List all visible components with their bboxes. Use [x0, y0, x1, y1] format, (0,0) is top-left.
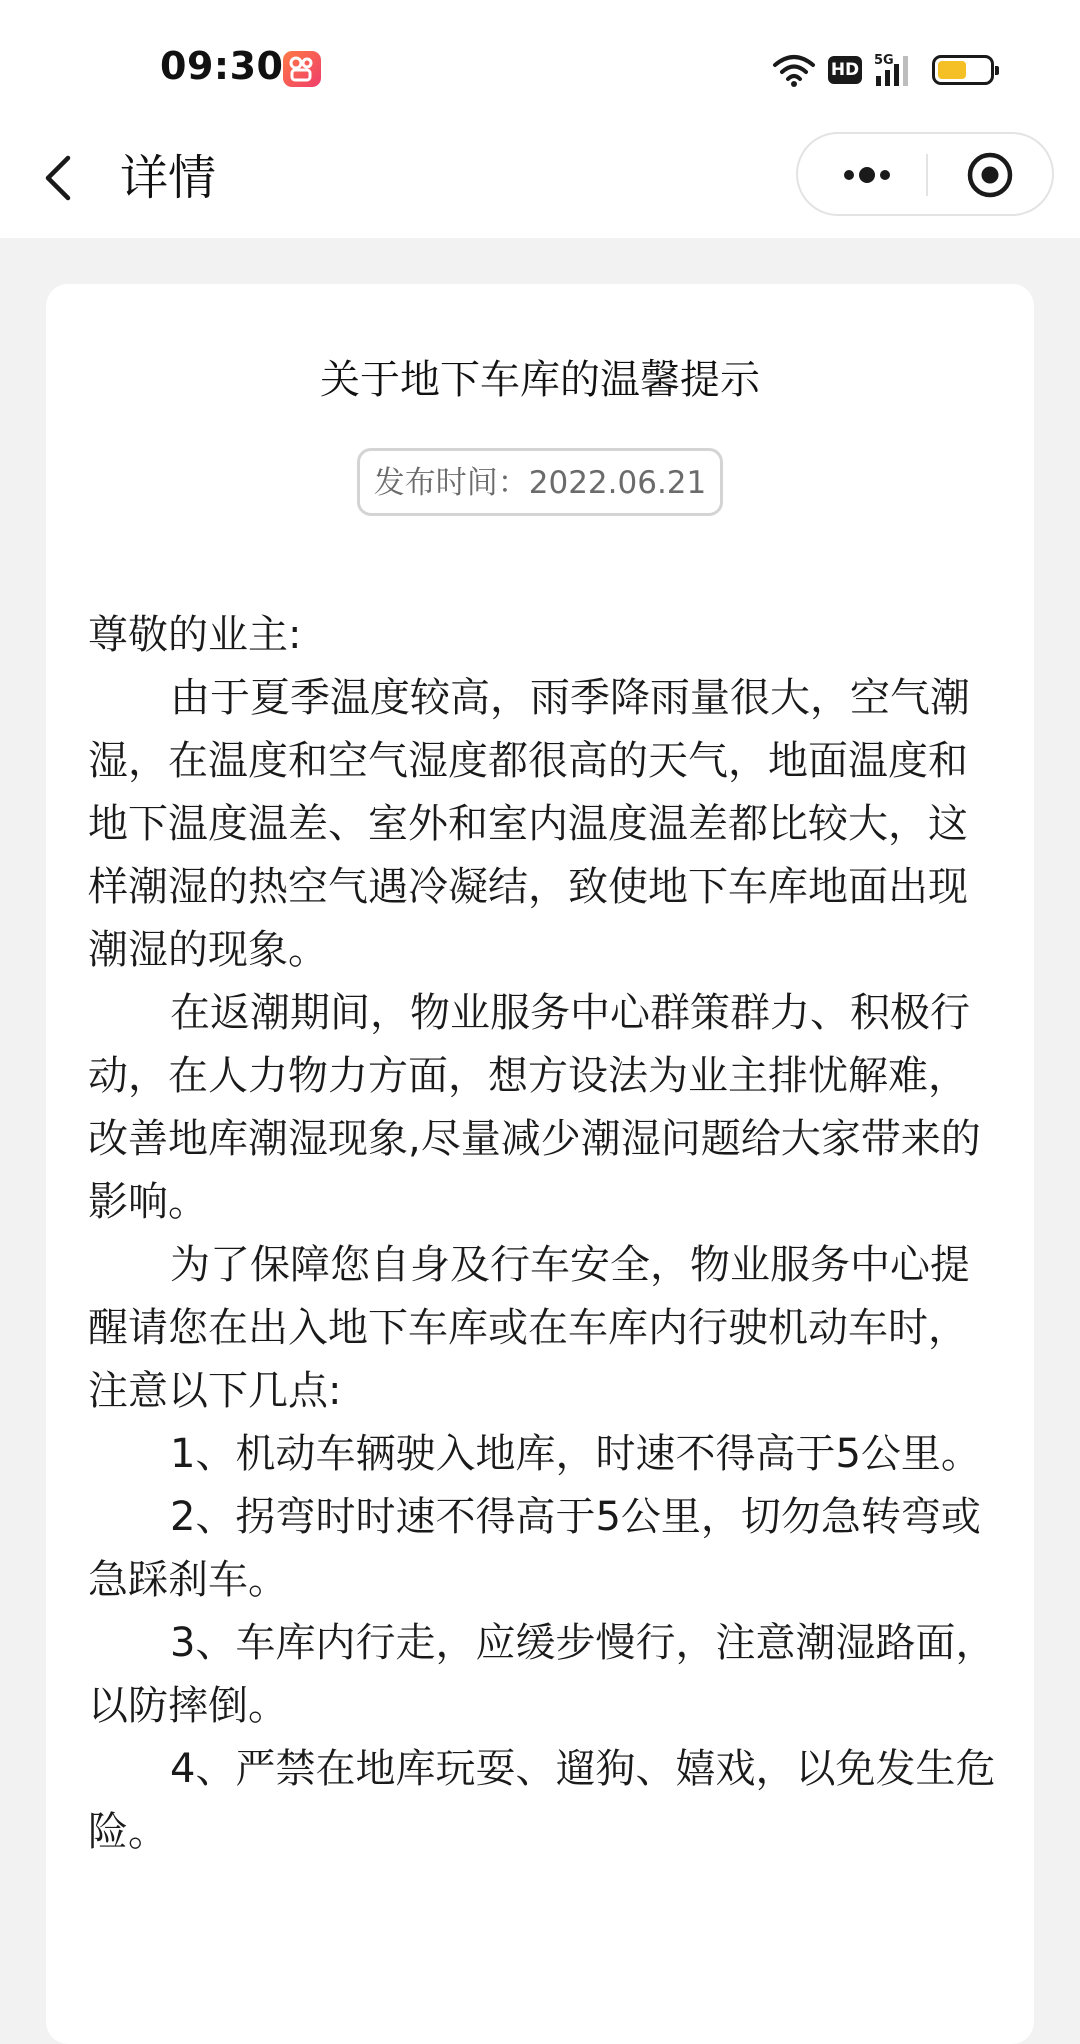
- wifi-icon: [772, 52, 816, 88]
- hd-icon: HD: [828, 56, 862, 84]
- battery-level: [938, 61, 966, 79]
- back-button[interactable]: [34, 142, 84, 212]
- capsule-divider: [926, 154, 928, 196]
- notice-item: 3、车库内行走，应缓步慢行，注意潮湿路面，以防摔倒。: [88, 1620, 996, 1729]
- article-title: 关于地下车库的温馨提示: [320, 357, 760, 403]
- article-card: [46, 284, 1034, 2044]
- close-button[interactable]: [950, 150, 1030, 200]
- page-title: 详情: [120, 150, 217, 206]
- status-time: 09:30: [160, 44, 284, 88]
- mini-program-capsule: [796, 132, 1054, 216]
- date-row: [46, 448, 1034, 516]
- status-bar: [0, 0, 1080, 120]
- greeting: 尊敬的业主:: [88, 612, 302, 658]
- notice-item: 2、拐弯时时速不得高于5公里，切勿急转弯或急踩刹车。: [88, 1494, 981, 1603]
- notice-item: 1、机动车辆驶入地库，时速不得高于5公里。: [170, 1431, 981, 1477]
- network-label: 5G: [874, 53, 894, 68]
- signal-5g-icon: [874, 52, 920, 88]
- battery-icon: [932, 55, 994, 85]
- notice-item: 4、严禁在地库玩耍、遛狗、嬉戏，以免发生危险。: [88, 1746, 996, 1855]
- more-button[interactable]: [822, 150, 912, 200]
- status-icons: [772, 50, 994, 90]
- target-close-icon: [950, 150, 1030, 200]
- body-paragraph: 在返潮期间，物业服务中心群策群力、积极行动，在人力物力方面，想方设法为业主排忧解难，改善地库潮湿现象,尽量减少潮湿问题给大家带来的影响。: [88, 990, 981, 1225]
- chevron-left-icon: [34, 142, 84, 212]
- article-body: [88, 604, 998, 1864]
- app-notification-icon: [283, 51, 321, 87]
- more-dots-icon: [822, 150, 912, 200]
- publish-date: 发布时间：2022.06.21: [357, 448, 724, 516]
- body-paragraph: 为了保障您自身及行车安全，物业服务中心提醒请您在出入地下车库或在车库内行驶机动车时，注意以下几点:: [88, 1242, 970, 1414]
- body-paragraph: 由于夏季温度较高，雨季降雨量很大，空气潮湿，在温度和空气湿度都很高的天气，地面温度和地下温度温差、室外和室内温度温差都比较大，这样潮湿的热空气遇冷凝结，致使地下车库地面出现潮湿的现象。: [88, 675, 970, 973]
- nav-bar: [0, 120, 1080, 238]
